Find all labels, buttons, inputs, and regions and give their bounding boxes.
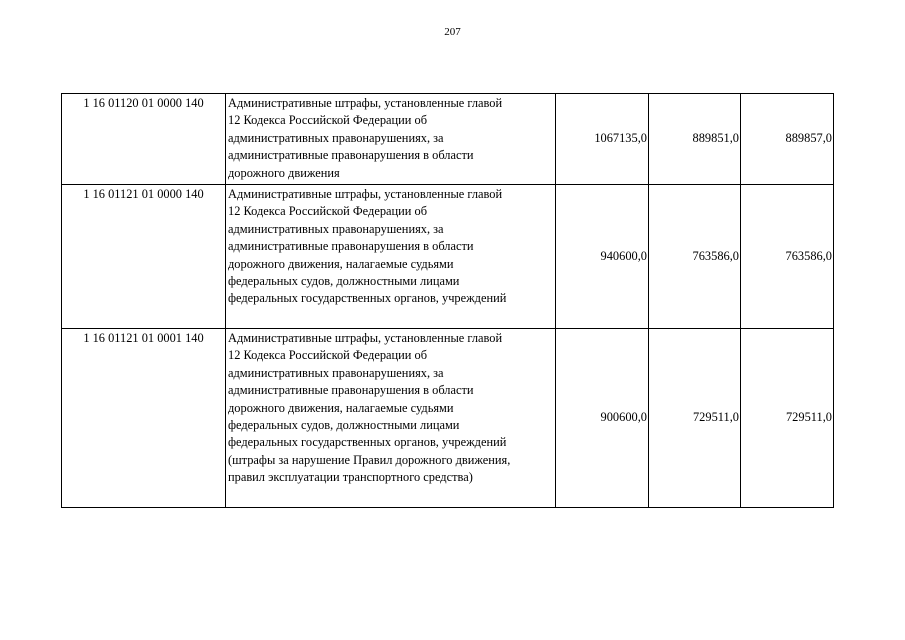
- amount-cell-2: 889851,0: [649, 94, 741, 185]
- amount-cell-1: 1067135,0: [556, 94, 649, 185]
- amount-cell-3: 763586,0: [741, 185, 834, 329]
- amount-cell-3: 889857,0: [741, 94, 834, 185]
- description-cell: Административные штрафы, установленные главой 12 Кодекса Российской Федерации об административных правонарушениях, за административные правонарушения в области дорожного движения, налагаемые судьями федеральных судов, должностными лицами федеральных государственных органов, учреждений: [226, 185, 556, 329]
- amount-cell-2: 729511,0: [649, 329, 741, 508]
- amount-cell-1: 900600,0: [556, 329, 649, 508]
- budget-code-cell: 1 16 01120 01 0000 140: [62, 94, 226, 185]
- amount-cell-1: 940600,0: [556, 185, 649, 329]
- amount-cell-3: 729511,0: [741, 329, 834, 508]
- amount-cell-2: 763586,0: [649, 185, 741, 329]
- table-row: [62, 329, 834, 508]
- budget-code-cell: 1 16 01121 01 0000 140: [62, 185, 226, 329]
- description-cell: Административные штрафы, установленные главой 12 Кодекса Российской Федерации об административных правонарушениях, за административные правонарушения в области дорожного движения: [226, 94, 556, 185]
- budget-code-cell: 1 16 01121 01 0001 140: [62, 329, 226, 508]
- page-number: 207: [444, 26, 461, 38]
- table-row: [62, 94, 834, 185]
- description-cell: Административные штрафы, установленные главой 12 Кодекса Российской Федерации об административных правонарушениях, за административные правонарушения в области дорожного движения, налагаемые судьями федеральных судов, должностными лицами федеральных государственных органов, учреждений (штрафы за нарушение Правил дорожного движения, правил эксплуатации транспортного средства): [226, 329, 556, 508]
- budget-table: [61, 93, 834, 508]
- table-row: [62, 185, 834, 329]
